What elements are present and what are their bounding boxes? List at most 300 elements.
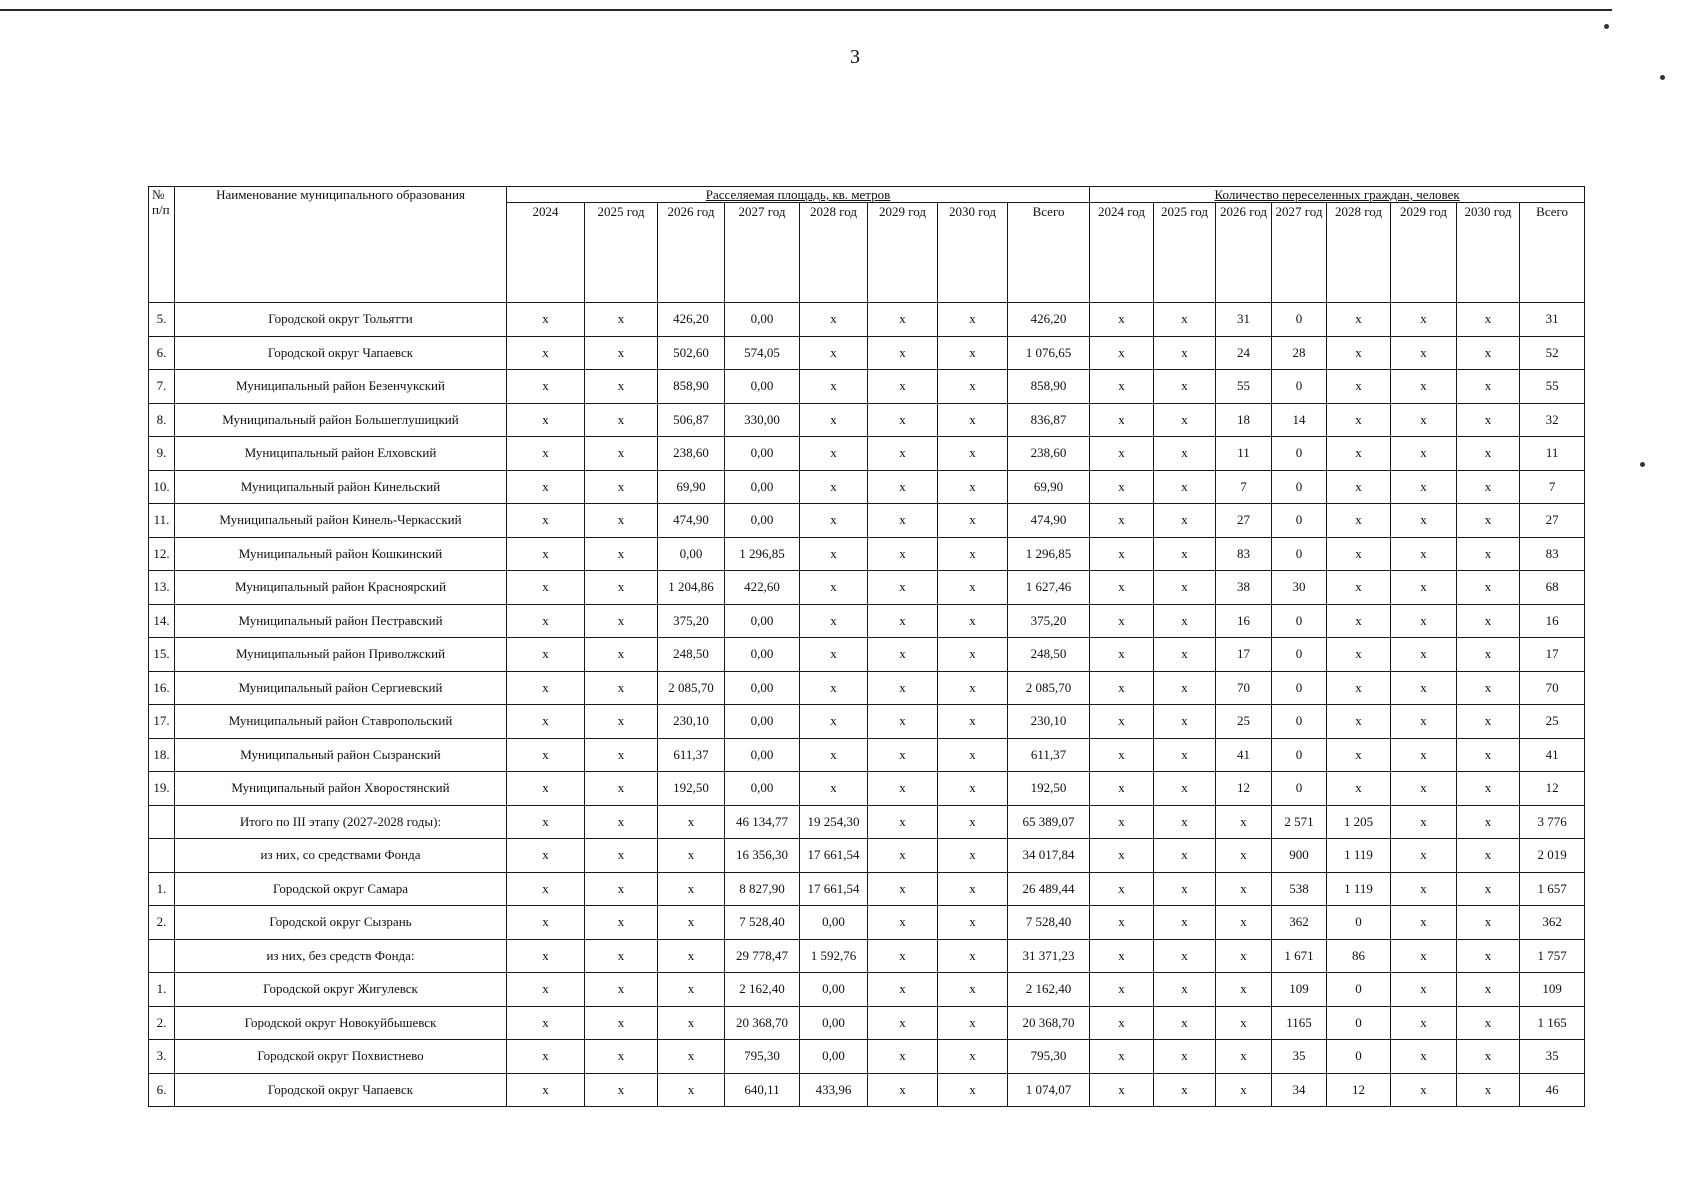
people-cell: x xyxy=(1154,705,1216,739)
people-cell: x xyxy=(1391,403,1457,437)
people-cell: x xyxy=(1090,470,1154,504)
area-cell: 0,00 xyxy=(725,705,800,739)
people-cell: 0 xyxy=(1272,504,1327,538)
people-cell: x xyxy=(1216,1073,1272,1107)
area-cell: 0,00 xyxy=(800,973,868,1007)
table-row xyxy=(149,604,1585,638)
people-cell: x xyxy=(1457,537,1520,571)
area-cell: x xyxy=(585,303,658,337)
people-cell: x xyxy=(1216,906,1272,940)
area-cell: x xyxy=(868,973,938,1007)
people-cell: 0 xyxy=(1272,638,1327,672)
people-cell: 24 xyxy=(1216,336,1272,370)
municipality-name: Городской округ Жигулевск xyxy=(175,973,507,1007)
area-cell: 611,37 xyxy=(658,738,725,772)
municipality-name: Муниципальный район Елховский xyxy=(175,437,507,471)
municipality-name: из них, без средств Фонда: xyxy=(175,939,507,973)
area-cell: x xyxy=(585,705,658,739)
people-cell: 68 xyxy=(1520,571,1585,605)
area-cell: x xyxy=(868,571,938,605)
people-cell: 1 165 xyxy=(1520,1006,1585,1040)
area-cell: x xyxy=(938,839,1008,873)
area-cell: 192,50 xyxy=(658,772,725,806)
area-cell: x xyxy=(507,939,585,973)
area-year-header: Всего xyxy=(1008,203,1090,303)
people-cell: x xyxy=(1090,671,1154,705)
people-cell: x xyxy=(1154,973,1216,1007)
people-cell: x xyxy=(1154,1040,1216,1074)
area-cell: x xyxy=(658,973,725,1007)
municipality-name: Городской округ Чапаевск xyxy=(175,1073,507,1107)
people-cell: 41 xyxy=(1216,738,1272,772)
area-cell: x xyxy=(938,906,1008,940)
people-cell: x xyxy=(1090,805,1154,839)
people-year-header: 2027 год xyxy=(1272,203,1327,303)
area-cell: x xyxy=(585,504,658,538)
area-cell: x xyxy=(585,839,658,873)
people-cell: x xyxy=(1391,437,1457,471)
people-cell: 0 xyxy=(1272,772,1327,806)
area-cell: x xyxy=(585,638,658,672)
people-cell: x xyxy=(1090,872,1154,906)
people-cell: x xyxy=(1154,1006,1216,1040)
area-cell: x xyxy=(585,973,658,1007)
people-cell: x xyxy=(1391,772,1457,806)
people-cell: x xyxy=(1327,370,1391,404)
people-cell: x xyxy=(1154,772,1216,806)
area-cell: x xyxy=(585,604,658,638)
municipality-name: Муниципальный район Безенчукский xyxy=(175,370,507,404)
people-cell: x xyxy=(1457,1006,1520,1040)
area-cell: x xyxy=(585,805,658,839)
people-year-header: 2028 год xyxy=(1327,203,1391,303)
area-year-header: 2026 год xyxy=(658,203,725,303)
area-cell: x xyxy=(585,403,658,437)
people-cell: x xyxy=(1090,303,1154,337)
row-number: 12. xyxy=(149,537,175,571)
people-cell: 55 xyxy=(1520,370,1585,404)
area-cell: x xyxy=(938,671,1008,705)
people-cell: x xyxy=(1457,705,1520,739)
people-cell: x xyxy=(1391,537,1457,571)
people-cell: x xyxy=(1216,872,1272,906)
people-cell: 0 xyxy=(1272,738,1327,772)
area-cell: 330,00 xyxy=(725,403,800,437)
area-cell: 230,10 xyxy=(658,705,725,739)
people-cell: 28 xyxy=(1272,336,1327,370)
area-cell: x xyxy=(507,403,585,437)
people-cell: x xyxy=(1090,1006,1154,1040)
people-cell: x xyxy=(1327,604,1391,638)
area-cell: x xyxy=(938,437,1008,471)
people-cell: 1 757 xyxy=(1520,939,1585,973)
area-cell: 433,96 xyxy=(800,1073,868,1107)
people-cell: x xyxy=(1391,906,1457,940)
area-cell: 34 017,84 xyxy=(1008,839,1090,873)
area-cell: 0,00 xyxy=(800,1006,868,1040)
area-cell: x xyxy=(868,705,938,739)
row-number: 6. xyxy=(149,1073,175,1107)
area-cell: 426,20 xyxy=(658,303,725,337)
people-cell: x xyxy=(1457,939,1520,973)
people-cell: 70 xyxy=(1520,671,1585,705)
people-cell: x xyxy=(1391,1006,1457,1040)
area-cell: 230,10 xyxy=(1008,705,1090,739)
area-cell: x xyxy=(800,604,868,638)
municipality-name: Муниципальный район Кинельский xyxy=(175,470,507,504)
people-cell: 27 xyxy=(1520,504,1585,538)
people-cell: 83 xyxy=(1216,537,1272,571)
row-number: 5. xyxy=(149,303,175,337)
area-cell: 426,20 xyxy=(1008,303,1090,337)
people-cell: x xyxy=(1327,303,1391,337)
area-cell: 474,90 xyxy=(1008,504,1090,538)
municipality-name: Муниципальный район Приволжский xyxy=(175,638,507,672)
people-cell: 0 xyxy=(1272,303,1327,337)
people-cell: 109 xyxy=(1272,973,1327,1007)
municipality-name: Муниципальный район Сергиевский xyxy=(175,671,507,705)
people-cell: x xyxy=(1327,336,1391,370)
area-cell: x xyxy=(507,537,585,571)
people-cell: x xyxy=(1090,738,1154,772)
table-row xyxy=(149,872,1585,906)
people-cell: 31 xyxy=(1216,303,1272,337)
people-cell: x xyxy=(1154,872,1216,906)
area-cell: 1 592,76 xyxy=(800,939,868,973)
area-year-header: 2030 год xyxy=(938,203,1008,303)
people-cell: x xyxy=(1457,805,1520,839)
people-cell: 362 xyxy=(1272,906,1327,940)
row-number: 8. xyxy=(149,403,175,437)
people-cell: x xyxy=(1391,638,1457,672)
people-cell: 25 xyxy=(1216,705,1272,739)
people-cell: 0 xyxy=(1272,470,1327,504)
area-cell: x xyxy=(938,638,1008,672)
people-cell: 34 xyxy=(1272,1073,1327,1107)
area-cell: x xyxy=(507,1040,585,1074)
municipality-name: Муниципальный район Сызранский xyxy=(175,738,507,772)
people-cell: x xyxy=(1090,403,1154,437)
people-cell: x xyxy=(1457,504,1520,538)
area-cell: 0,00 xyxy=(800,906,868,940)
people-cell: x xyxy=(1457,470,1520,504)
area-cell: x xyxy=(938,705,1008,739)
people-cell: 86 xyxy=(1327,939,1391,973)
row-number: 14. xyxy=(149,604,175,638)
group-header-people: Количество переселенных граждан, человек xyxy=(1090,187,1585,203)
municipality-name: Муниципальный район Ставропольский xyxy=(175,705,507,739)
area-cell: x xyxy=(938,738,1008,772)
area-cell: 375,20 xyxy=(658,604,725,638)
area-cell: x xyxy=(507,805,585,839)
area-cell: 795,30 xyxy=(1008,1040,1090,1074)
people-cell: x xyxy=(1090,437,1154,471)
people-cell: x xyxy=(1154,738,1216,772)
people-cell: x xyxy=(1457,437,1520,471)
area-cell: 31 371,23 xyxy=(1008,939,1090,973)
area-cell: x xyxy=(507,638,585,672)
area-cell: 46 134,77 xyxy=(725,805,800,839)
people-cell: x xyxy=(1391,872,1457,906)
row-number: 16. xyxy=(149,671,175,705)
row-number: 11. xyxy=(149,504,175,538)
table-row xyxy=(149,1040,1585,1074)
area-cell: 17 661,54 xyxy=(800,839,868,873)
people-cell: x xyxy=(1457,872,1520,906)
area-cell: 69,90 xyxy=(658,470,725,504)
people-cell: x xyxy=(1090,705,1154,739)
row-number xyxy=(149,805,175,839)
people-cell: x xyxy=(1327,504,1391,538)
people-cell: 7 xyxy=(1520,470,1585,504)
area-cell: 2 085,70 xyxy=(1008,671,1090,705)
area-cell: 19 254,30 xyxy=(800,805,868,839)
area-cell: 1 204,86 xyxy=(658,571,725,605)
people-cell: x xyxy=(1457,370,1520,404)
area-cell: x xyxy=(868,772,938,806)
area-cell: x xyxy=(868,470,938,504)
area-cell: 0,00 xyxy=(800,1040,868,1074)
people-cell: 11 xyxy=(1216,437,1272,471)
area-cell: 17 661,54 xyxy=(800,872,868,906)
people-cell: x xyxy=(1216,805,1272,839)
people-cell: 109 xyxy=(1520,973,1585,1007)
people-cell: x xyxy=(1154,303,1216,337)
municipality-name: Городской округ Тольятти xyxy=(175,303,507,337)
people-cell: 12 xyxy=(1327,1073,1391,1107)
people-cell: x xyxy=(1090,1073,1154,1107)
area-cell: x xyxy=(585,1040,658,1074)
people-cell: x xyxy=(1154,839,1216,873)
area-cell: 69,90 xyxy=(1008,470,1090,504)
people-cell: x xyxy=(1154,370,1216,404)
area-cell: x xyxy=(868,872,938,906)
area-cell: 238,60 xyxy=(1008,437,1090,471)
table-row xyxy=(149,906,1585,940)
area-cell: 16 356,30 xyxy=(725,839,800,873)
area-cell: x xyxy=(585,437,658,471)
people-cell: x xyxy=(1154,604,1216,638)
area-cell: 858,90 xyxy=(658,370,725,404)
area-cell: x xyxy=(868,437,938,471)
area-cell: 574,05 xyxy=(725,336,800,370)
people-cell: x xyxy=(1154,470,1216,504)
area-cell: x xyxy=(868,805,938,839)
people-cell: 2 019 xyxy=(1520,839,1585,873)
people-cell: 1 119 xyxy=(1327,872,1391,906)
table-row xyxy=(149,504,1585,538)
people-cell: x xyxy=(1216,939,1272,973)
row-number: 1. xyxy=(149,973,175,1007)
area-cell: x xyxy=(507,370,585,404)
people-cell: x xyxy=(1090,1040,1154,1074)
area-cell: x xyxy=(800,303,868,337)
area-cell: 0,00 xyxy=(725,303,800,337)
people-cell: x xyxy=(1457,906,1520,940)
area-cell: 1 074,07 xyxy=(1008,1073,1090,1107)
area-cell: 640,11 xyxy=(725,1073,800,1107)
area-cell: x xyxy=(658,805,725,839)
area-cell: x xyxy=(507,1006,585,1040)
area-cell: x xyxy=(507,772,585,806)
area-cell: x xyxy=(507,738,585,772)
area-year-header: 2024 xyxy=(507,203,585,303)
table-row xyxy=(149,336,1585,370)
area-cell: x xyxy=(868,671,938,705)
people-cell: x xyxy=(1216,1006,1272,1040)
area-cell: x xyxy=(507,303,585,337)
people-cell: 30 xyxy=(1272,571,1327,605)
municipality-name: Муниципальный район Кошкинский xyxy=(175,537,507,571)
table-row xyxy=(149,403,1585,437)
municipality-name: Городской округ Самара xyxy=(175,872,507,906)
people-cell: 12 xyxy=(1216,772,1272,806)
area-cell: x xyxy=(938,370,1008,404)
table-row xyxy=(149,571,1585,605)
area-cell: x xyxy=(507,705,585,739)
area-cell: x xyxy=(938,336,1008,370)
people-cell: x xyxy=(1457,303,1520,337)
area-cell: x xyxy=(585,1073,658,1107)
area-cell: 0,00 xyxy=(725,370,800,404)
people-cell: x xyxy=(1090,604,1154,638)
area-cell: x xyxy=(585,537,658,571)
area-cell: x xyxy=(800,571,868,605)
people-cell: x xyxy=(1391,1040,1457,1074)
table-row xyxy=(149,1006,1585,1040)
people-cell: x xyxy=(1154,906,1216,940)
people-cell: x xyxy=(1090,537,1154,571)
people-cell: 0 xyxy=(1327,906,1391,940)
people-cell: x xyxy=(1154,939,1216,973)
area-cell: x xyxy=(938,872,1008,906)
page-number: 3 xyxy=(850,46,860,68)
people-cell: x xyxy=(1154,504,1216,538)
area-cell: x xyxy=(938,604,1008,638)
people-cell: 31 xyxy=(1520,303,1585,337)
people-cell: x xyxy=(1391,1073,1457,1107)
people-cell: 0 xyxy=(1272,437,1327,471)
area-cell: 20 368,70 xyxy=(725,1006,800,1040)
table-row xyxy=(149,839,1585,873)
area-cell: 0,00 xyxy=(725,638,800,672)
row-number: 10. xyxy=(149,470,175,504)
row-number: 18. xyxy=(149,738,175,772)
area-cell: x xyxy=(585,571,658,605)
area-cell: x xyxy=(868,336,938,370)
municipality-name: Городской округ Чапаевск xyxy=(175,336,507,370)
people-cell: 17 xyxy=(1520,638,1585,672)
people-cell: 1 119 xyxy=(1327,839,1391,873)
people-cell: x xyxy=(1090,939,1154,973)
area-cell: x xyxy=(868,370,938,404)
area-cell: 611,37 xyxy=(1008,738,1090,772)
row-number xyxy=(149,939,175,973)
people-cell: x xyxy=(1154,537,1216,571)
people-cell: x xyxy=(1391,571,1457,605)
people-cell: x xyxy=(1090,906,1154,940)
people-cell: 16 xyxy=(1520,604,1585,638)
area-cell: x xyxy=(507,839,585,873)
area-cell: x xyxy=(868,1006,938,1040)
people-cell: x xyxy=(1090,772,1154,806)
table-row xyxy=(149,370,1585,404)
people-cell: x xyxy=(1391,738,1457,772)
area-cell: 2 162,40 xyxy=(725,973,800,1007)
area-cell: 192,50 xyxy=(1008,772,1090,806)
area-cell: x xyxy=(507,571,585,605)
people-cell: x xyxy=(1327,638,1391,672)
table-row xyxy=(149,1073,1585,1107)
people-cell: 35 xyxy=(1520,1040,1585,1074)
area-cell: 0,00 xyxy=(725,470,800,504)
area-cell: x xyxy=(800,336,868,370)
people-cell: 3 776 xyxy=(1520,805,1585,839)
area-cell: x xyxy=(800,638,868,672)
area-cell: x xyxy=(938,504,1008,538)
people-cell: 38 xyxy=(1216,571,1272,605)
area-cell: x xyxy=(507,470,585,504)
area-cell: x xyxy=(507,604,585,638)
row-number: 7. xyxy=(149,370,175,404)
people-cell: x xyxy=(1391,504,1457,538)
municipality-name: Муниципальный район Кинель-Черкасский xyxy=(175,504,507,538)
row-number: 2. xyxy=(149,1006,175,1040)
people-cell: 538 xyxy=(1272,872,1327,906)
people-cell: 41 xyxy=(1520,738,1585,772)
people-cell: x xyxy=(1090,638,1154,672)
people-cell: x xyxy=(1391,671,1457,705)
area-cell: 238,60 xyxy=(658,437,725,471)
people-cell: x xyxy=(1154,1073,1216,1107)
area-cell: x xyxy=(800,437,868,471)
people-cell: x xyxy=(1457,1040,1520,1074)
people-cell: x xyxy=(1090,336,1154,370)
people-cell: 0 xyxy=(1272,370,1327,404)
people-cell: 0 xyxy=(1327,1006,1391,1040)
people-cell: x xyxy=(1391,705,1457,739)
people-cell: x xyxy=(1090,973,1154,1007)
area-cell: x xyxy=(938,939,1008,973)
area-cell: 0,00 xyxy=(725,437,800,471)
area-cell: x xyxy=(507,973,585,1007)
people-cell: x xyxy=(1154,805,1216,839)
table-row xyxy=(149,738,1585,772)
table-row xyxy=(149,671,1585,705)
area-cell: x xyxy=(800,671,868,705)
area-cell: 7 528,40 xyxy=(725,906,800,940)
people-cell: 0 xyxy=(1272,671,1327,705)
row-number: 2. xyxy=(149,906,175,940)
people-cell: x xyxy=(1457,738,1520,772)
municipality-name: Городской округ Сызрань xyxy=(175,906,507,940)
people-cell: 1 657 xyxy=(1520,872,1585,906)
area-cell: 20 368,70 xyxy=(1008,1006,1090,1040)
area-cell: x xyxy=(507,437,585,471)
row-number: 6. xyxy=(149,336,175,370)
area-cell: x xyxy=(800,738,868,772)
people-cell: x xyxy=(1391,973,1457,1007)
area-cell: x xyxy=(800,470,868,504)
area-cell: 858,90 xyxy=(1008,370,1090,404)
area-cell: x xyxy=(938,470,1008,504)
people-cell: x xyxy=(1327,671,1391,705)
row-number: 13. xyxy=(149,571,175,605)
area-cell: 29 778,47 xyxy=(725,939,800,973)
people-cell: x xyxy=(1457,638,1520,672)
table-row xyxy=(149,303,1585,337)
row-number: 17. xyxy=(149,705,175,739)
